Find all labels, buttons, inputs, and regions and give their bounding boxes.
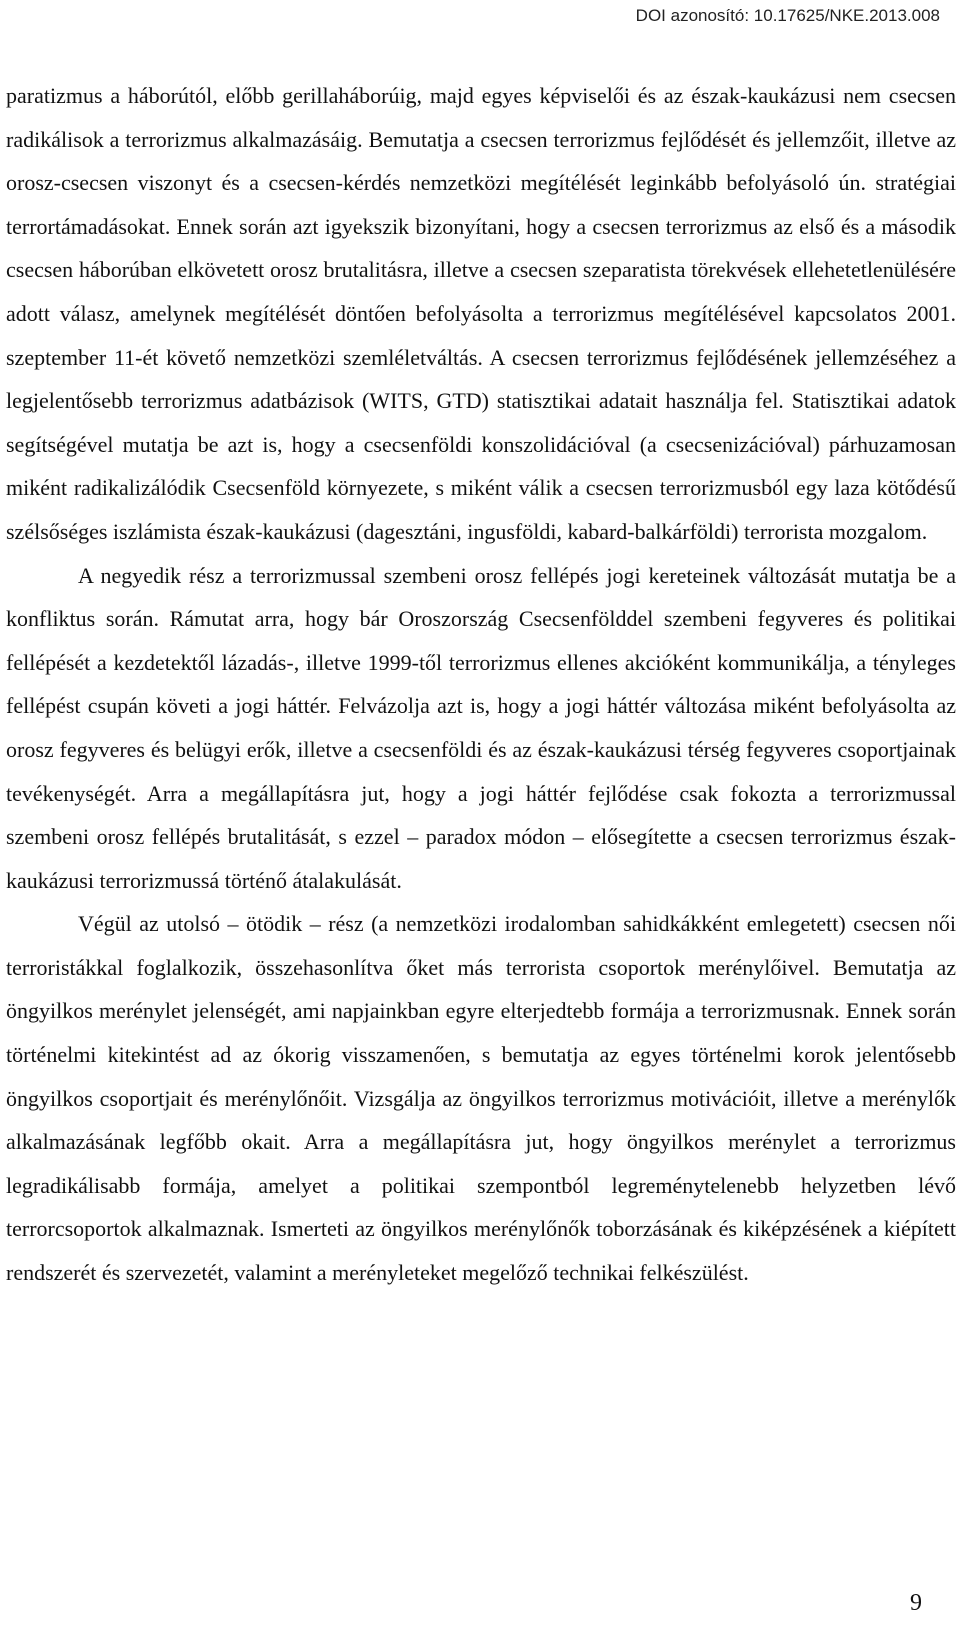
document-body [6, 74, 956, 1295]
doi-header: DOI azonosító: 10.17625/NKE.2013.008 [635, 6, 940, 25]
page-number: 9 [910, 1590, 922, 1616]
paragraph-continuation: paratizmus a háborútól, előbb gerillaháborúig, majd egyes képviselői és az észak-kaukázusi nem csecsen radikálisok a terrorizmus alkalmazásáig. Bemutatja a csecsen terrorizmus fejlődését és jellemzőit, illetve az orosz-csecsen viszonyt és a csecsen-kérdés nemzetközi megítélését leginkább befolyásoló ún. stratégiai terrortámadásokat. Ennek során azt igyekszik bizonyítani, hogy a csecsen terrorizmus az első és a második csecsen háborúban elkövetett orosz brutalitásra, illetve a csecsen szeparatista törekvések ellehetetlenülésére adott válasz, amelynek megítélését döntően befolyásolta a terrorizmus megítélésével kapcsolatos 2001. szeptember 11-ét követő nemzetközi szemléletváltás. A csecsen terrorizmus fejlődésének jellemzéséhez a legjelentősebb terrorizmus adatbázisok (WITS, GTD) statisztikai adatait használja fel. Statisztikai adatok segítségével mutatja be azt is, hogy a csecsenföldi konszolidációval (a csecsenizációval) párhuzamosan miként radikalizálódik Csecsenföld környezete, s miként válik a csecsen terrorizmusból egy laza kötődésű szélsőséges iszlámista észak-kaukázusi (dagesztáni, ingusföldi, kabard-balkárföldi) terrorista mozgalom. [6, 83, 956, 544]
paragraph-part-five: Végül az utolsó – ötödik – rész (a nemzetközi irodalomban sahidkákként emlegetett) csecsen női terroristákkal foglalkozik, összehasonlítva őket más terrorista csoportok merénylőivel. Bemutatja az öngyilkos merénylet jelenségét, ami napjainkban egyre elterjedtebb formája a terrorizmusnak. Ennek során történelmi kitekintést ad az ókorig visszamenően, s bemutatja az egyes történelmi korok jelentősebb öngyilkos csoportjait és merénylőnőit. Vizsgálja az öngyilkos terrorizmus motivációit, illetve a merénylők alkalmazásának legfőbb okait. Arra a megállapításra jut, hogy öngyilkos merénylet a terrorizmus legradikálisabb formája, amelyet a politikai szempontból legreménytelenebb helyzetben lévő terrorcsoportok alkalmaznak. Ismerteti az öngyilkos merénylőnők toborzásának és kiképzésének a kiépített rendszerét és szervezetét, valamint a merényleteket megelőző technikai felkészülést. [6, 911, 956, 1286]
paragraph-part-four: A negyedik rész a terrorizmussal szembeni orosz fellépés jogi kereteinek változását mutatja be a konfliktus során. Rámutat arra, hogy bár Oroszország Csecsenfölddel szembeni fegyveres és politikai fellépését a kezdetektől lázadás-, illetve 1999-től terrorizmus ellenes akcióként kommunikálja, a tényleges fellépést csupán követi a jogi háttér. Felvázolja azt is, hogy a jogi háttér változása miként befolyásolta az orosz fegyveres és belügyi erők, illetve a csecsenföldi és az észak-kaukázusi térség fegyveres csoportjainak tevékenységét. Arra a megállapításra jut, hogy a jogi háttér fejlődése csak fokozta a terrorizmussal szembeni orosz fellépés brutalitását, s ezzel – paradox módon – elősegítette a csecsen terrorizmus észak-kaukázusi terrorizmussá történő átalakulását. [6, 562, 956, 893]
